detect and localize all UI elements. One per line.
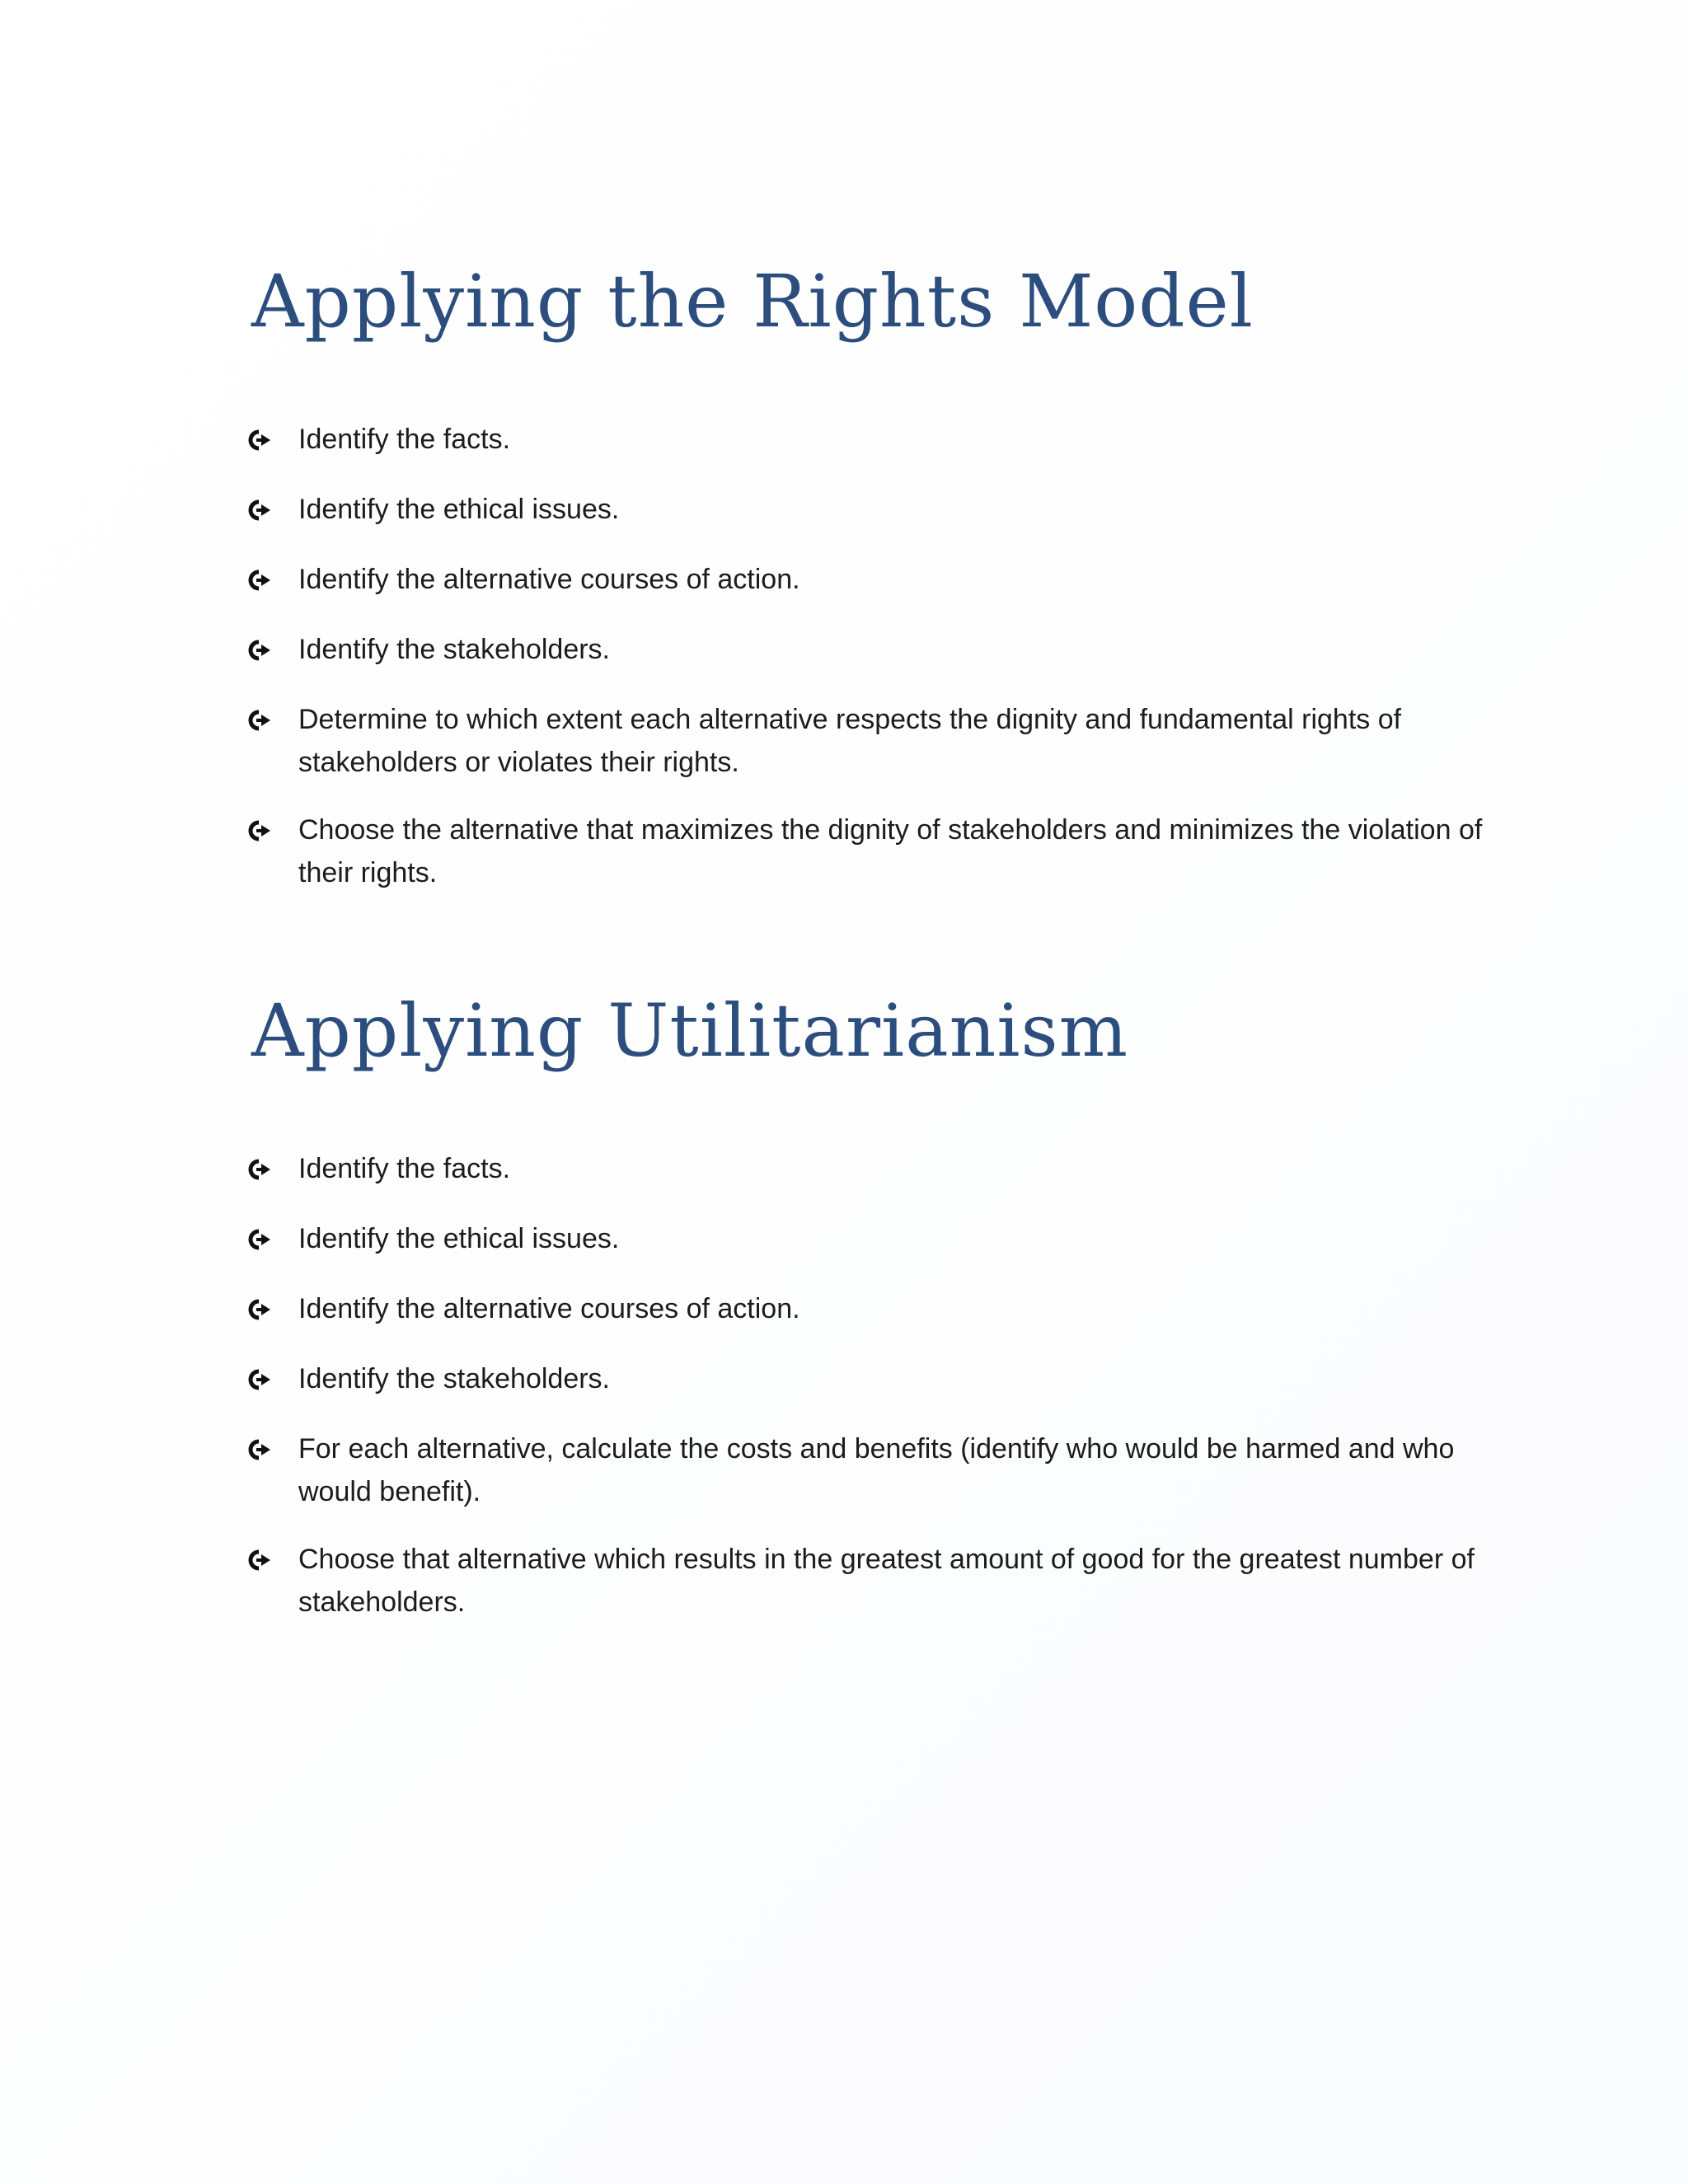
list-item-text: Identify the ethical issues. <box>298 1223 620 1254</box>
curved-arrow-right-icon <box>247 1157 272 1182</box>
list-item-text: Choose the alternative that maximizes the dignity of stakeholders and minimizes the violation of their rights. <box>298 814 1483 888</box>
curved-arrow-right-icon <box>247 428 272 452</box>
list-item-text: Choose that alternative which results in the greatest amount of good for the greatest number of stakeholders. <box>298 1544 1475 1618</box>
curved-arrow-right-icon <box>247 498 272 523</box>
curved-arrow-right-icon <box>247 1548 272 1572</box>
list-item <box>247 808 1517 894</box>
section-heading-rights-model: Applying the Rights Model <box>251 259 1254 344</box>
list-item <box>247 1538 1517 1624</box>
list-item <box>247 488 1517 531</box>
curved-arrow-right-icon <box>247 638 272 663</box>
curved-arrow-right-icon <box>247 568 272 593</box>
list-item-text: Identify the stakeholders. <box>298 634 611 665</box>
list-item <box>247 1287 1517 1330</box>
list-item <box>247 1357 1517 1400</box>
list-item <box>247 1147 1517 1190</box>
curved-arrow-right-icon <box>247 1227 272 1252</box>
curved-arrow-right-icon <box>247 1297 272 1322</box>
list-item-text: Identify the ethical issues. <box>298 494 620 525</box>
curved-arrow-right-icon <box>247 818 272 843</box>
rights-model-steps-list <box>247 418 1517 919</box>
utilitarianism-steps-list <box>247 1147 1517 1648</box>
list-item-text: Identify the facts. <box>298 1153 511 1184</box>
list-item-text: Determine to which extent each alternative respects the dignity and fundamental rights of stakeholders or violates their rights. <box>298 704 1402 778</box>
list-item-text: Identify the stakeholders. <box>298 1363 611 1394</box>
list-item-text: Identify the facts. <box>298 424 511 455</box>
list-item <box>247 698 1517 784</box>
section-heading-utilitarianism: Applying Utilitarianism <box>251 988 1129 1073</box>
curved-arrow-right-icon <box>247 708 272 733</box>
curved-arrow-right-icon <box>247 1437 272 1462</box>
list-item <box>247 1427 1517 1513</box>
list-item-text: For each alternative, calculate the costs and benefits (identify who would be harmed and who would benefit). <box>298 1433 1455 1507</box>
list-item <box>247 418 1517 461</box>
list-item <box>247 558 1517 601</box>
list-item <box>247 628 1517 671</box>
curved-arrow-right-icon <box>247 1367 272 1392</box>
list-item <box>247 1217 1517 1260</box>
list-item-text: Identify the alternative courses of action. <box>298 564 800 595</box>
list-item-text: Identify the alternative courses of action. <box>298 1293 800 1324</box>
